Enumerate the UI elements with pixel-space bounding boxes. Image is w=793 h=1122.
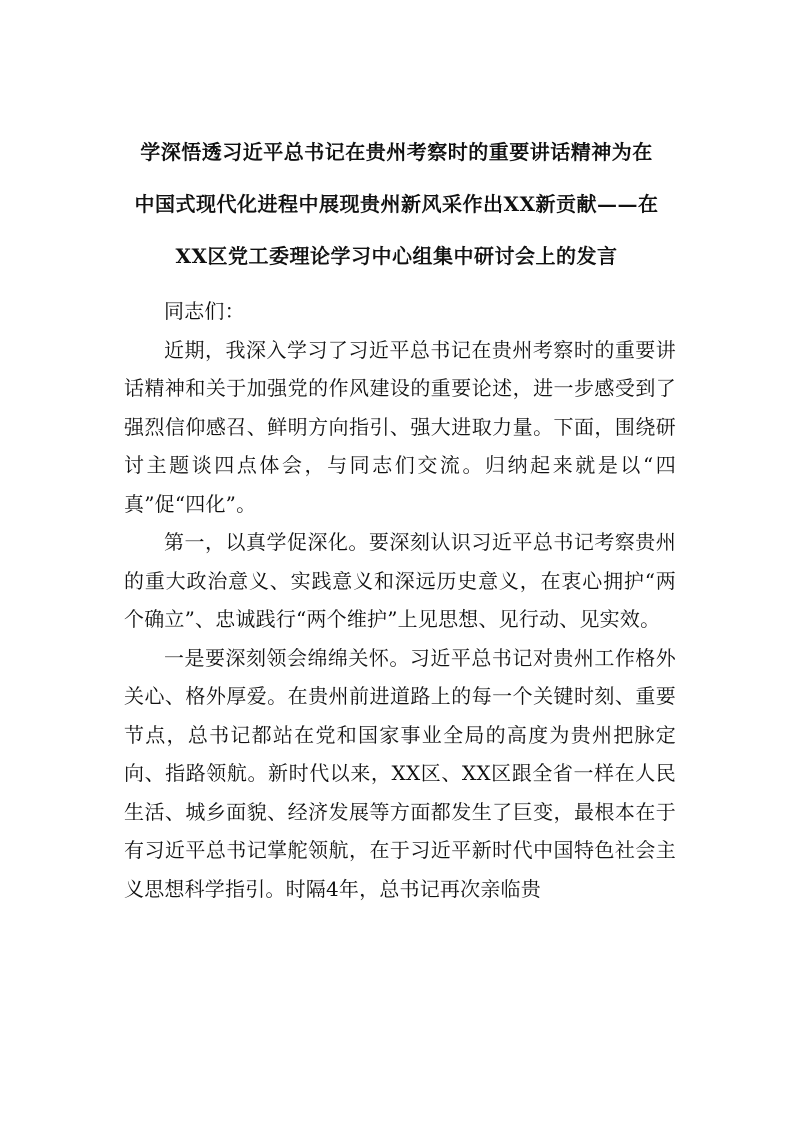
document-body <box>124 292 676 908</box>
paragraph-first-point: 第一，以真学促深化。要深刻认识习近平总书记考察贵州的重大政治意义、实践意义和深远历史意义，在衷心拥护“两个确立”、忠诚践行“两个维护”上见思想、见行动、见实效。 <box>124 530 676 631</box>
paragraph-intro: 近期，我深入学习了习近平总书记在贵州考察时的重要讲话精神和关于加强党的作风建设的重要论述，进一步感受到了强烈信仰感召、鲜明方向指引、强大进取力量。下面，围绕研讨主题谈四点体会，与同志们交流。归纳起来就是以“四真”促“四化”。 <box>124 337 676 516</box>
title-line-2: 中国式现代化进程中展现贵州新风采作出XX新贡献——在 <box>134 192 659 216</box>
salutation: 同志们： <box>164 299 245 323</box>
document-title <box>100 126 693 282</box>
title-line-1: 学深悟透习近平总书记在贵州考察时的重要讲话精神为在 <box>140 140 653 164</box>
title-line-3: XX区党工委理论学习中心组集中研讨会上的发言 <box>175 244 618 268</box>
paragraph-subpoint-one: 一是要深刻领会绵绵关怀。习近平总书记对贵州工作格外关心、格外厚爱。在贵州前进道路上的每一个关键时刻、重要节点，总书记都站在党和国家事业全局的高度为贵州把脉定向、指路领航。新时代以来，XX区、XX区跟全省一样在人民生活、城乡面貌、经济发展等方面都发生了巨变，最根本在于有习近平总书记掌舵领航，在于习近平新时代中国特色社会主义思想科学指引。时隔4年，总书记再次亲临贵 <box>124 645 676 901</box>
